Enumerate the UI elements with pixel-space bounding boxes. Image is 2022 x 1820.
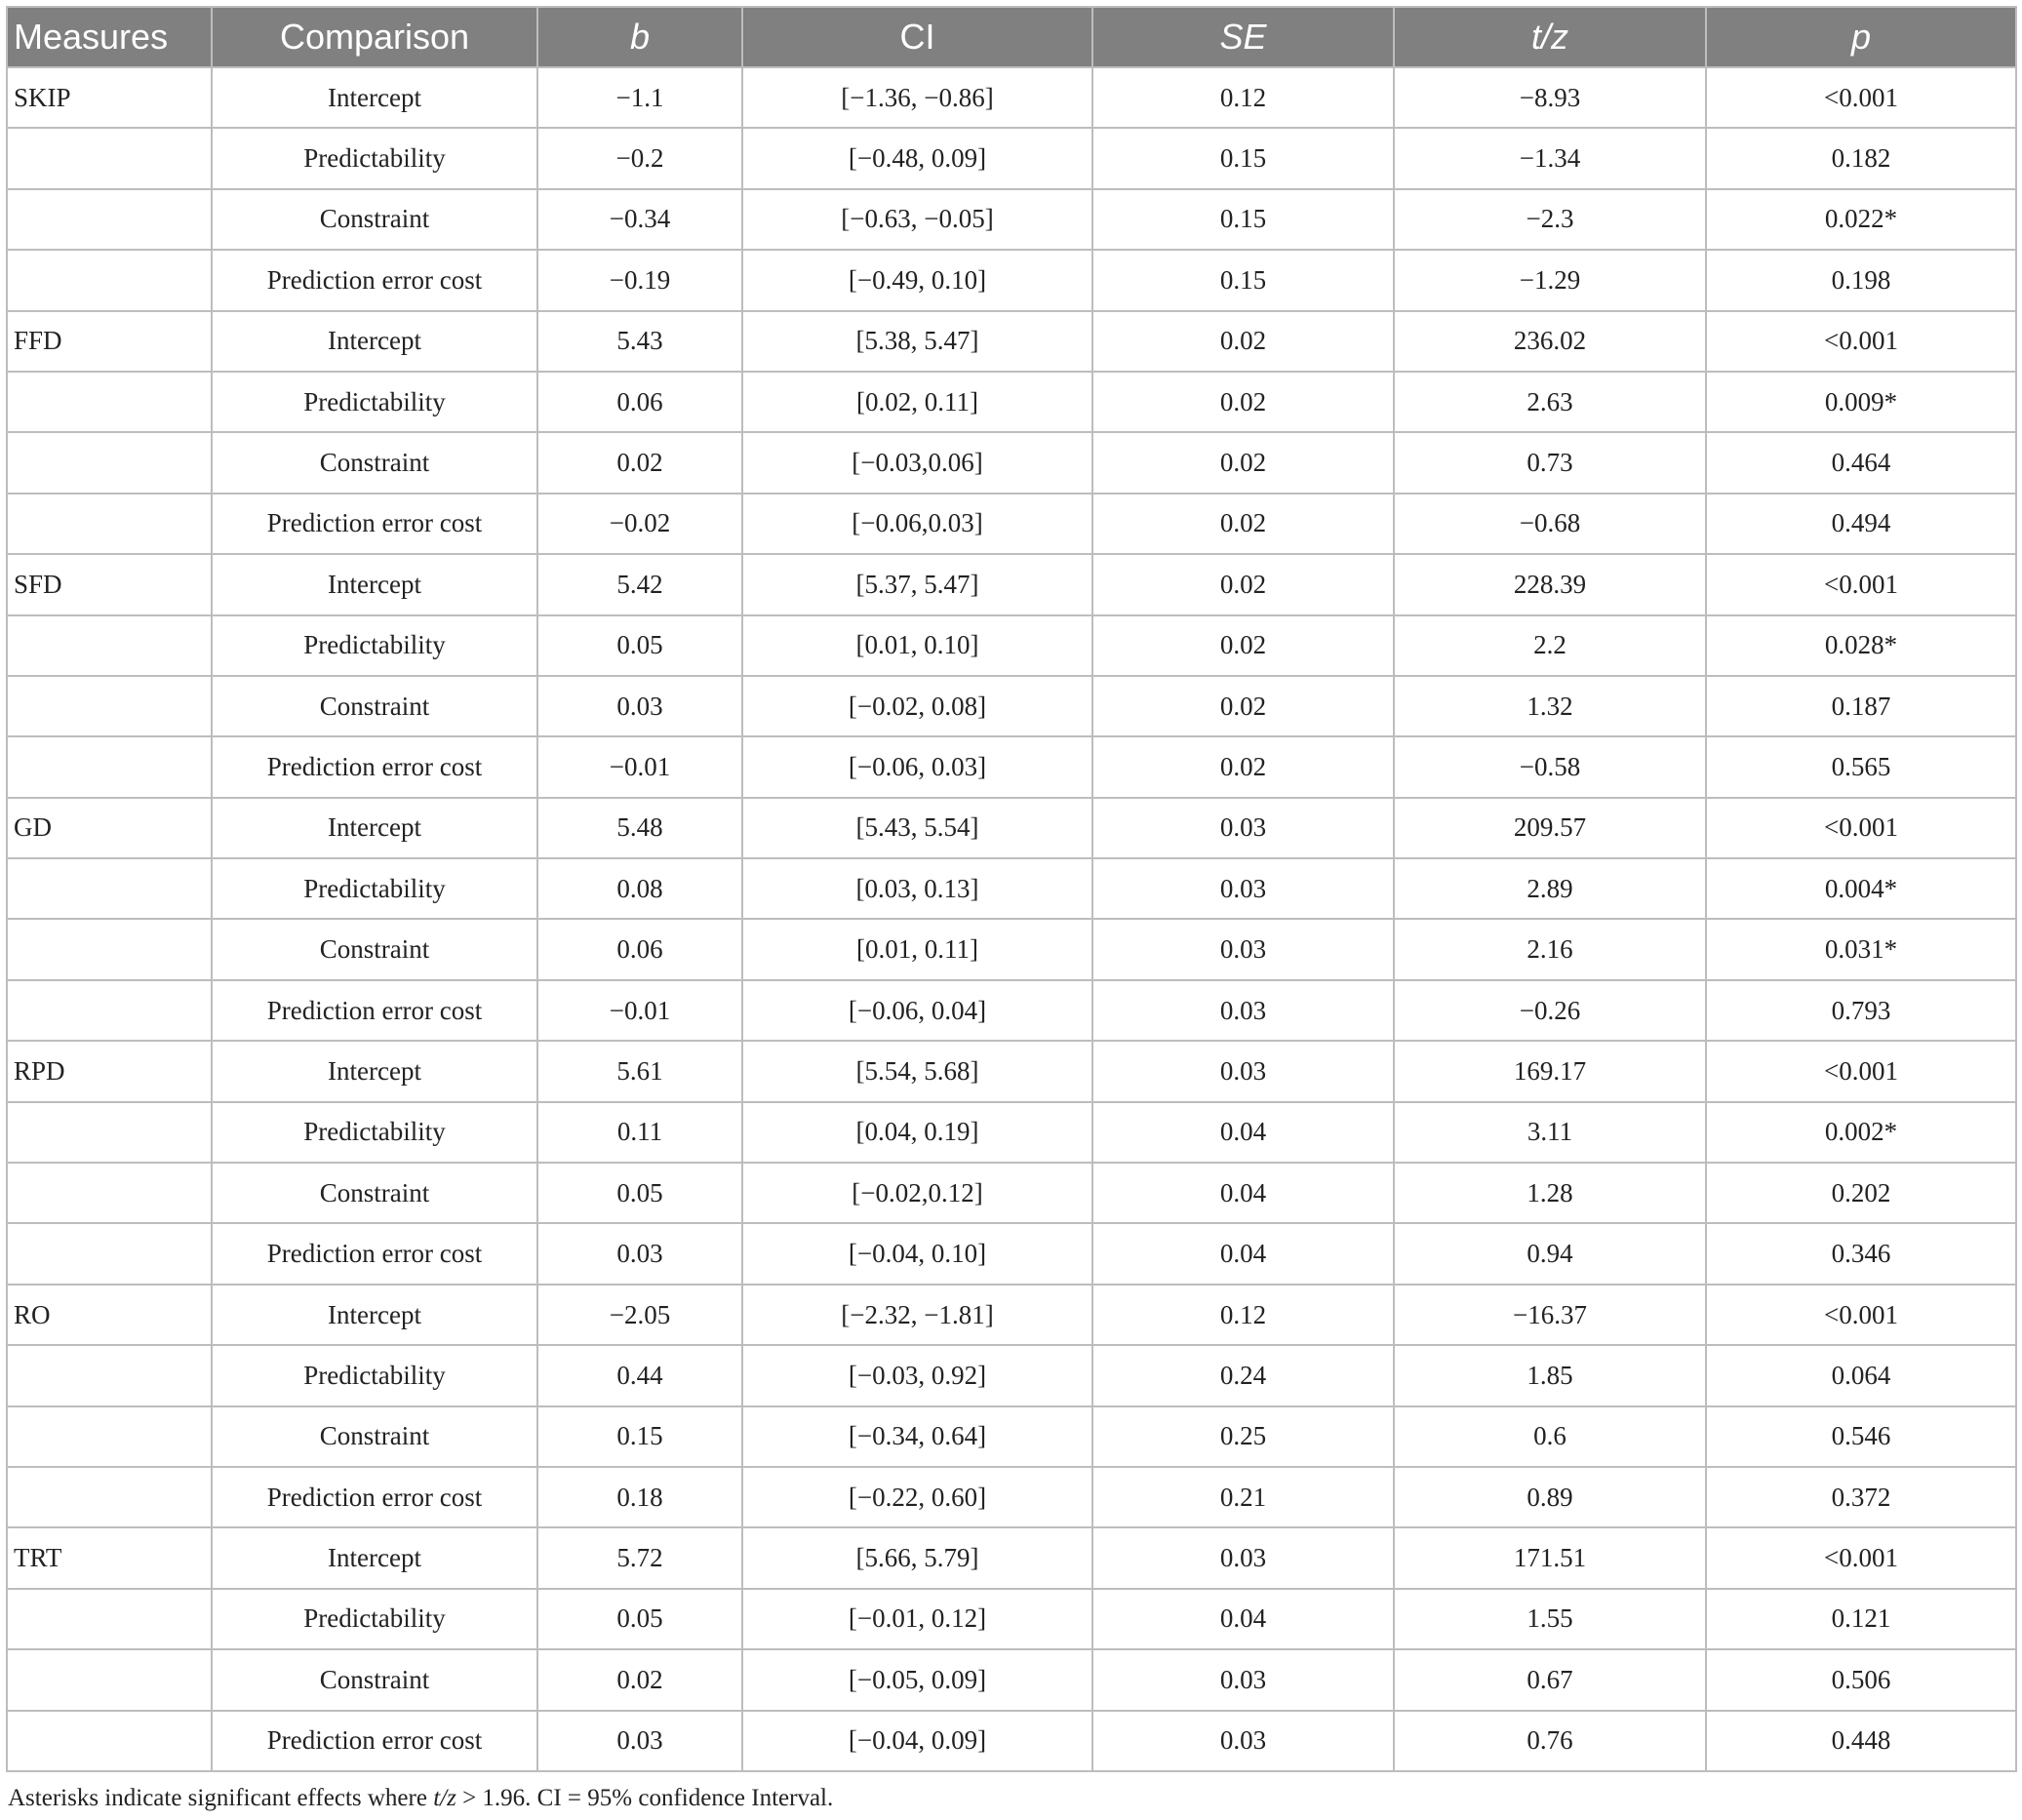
cell-comparison: Constraint	[212, 1163, 537, 1223]
cell-se: 0.15	[1092, 250, 1394, 310]
cell-se: 0.02	[1092, 736, 1394, 797]
table-row	[7, 1406, 2016, 1467]
cell-se: 0.02	[1092, 554, 1394, 614]
table-row	[7, 858, 2016, 919]
cell-b: 0.05	[537, 615, 742, 676]
cell-comparison: Intercept	[212, 554, 537, 614]
cell-se: 0.02	[1092, 311, 1394, 372]
cell-measure	[7, 1163, 212, 1223]
cell-b: −0.01	[537, 980, 742, 1041]
cell-ci: [0.04, 0.19]	[742, 1102, 1092, 1163]
cell-tz: 3.11	[1394, 1102, 1706, 1163]
cell-p: 0.565	[1706, 736, 2016, 797]
table-row	[7, 1345, 2016, 1405]
cell-measure: RO	[7, 1285, 212, 1345]
cell-ci: [0.03, 0.13]	[742, 858, 1092, 919]
table-header	[7, 7, 2016, 67]
cell-comparison: Prediction error cost	[212, 250, 537, 310]
cell-ci: [−0.03,0.06]	[742, 432, 1092, 493]
cell-p: <0.001	[1706, 1527, 2016, 1588]
cell-ci: [−2.32, −1.81]	[742, 1285, 1092, 1345]
cell-tz: −8.93	[1394, 67, 1706, 128]
cell-p: 0.022*	[1706, 189, 2016, 250]
cell-measure	[7, 1406, 212, 1467]
cell-measure: SKIP	[7, 67, 212, 128]
cell-b: −1.1	[537, 67, 742, 128]
cell-p: <0.001	[1706, 1041, 2016, 1101]
cell-tz: 2.63	[1394, 372, 1706, 432]
cell-measure	[7, 1649, 212, 1710]
header-p: p	[1706, 7, 2016, 67]
cell-se: 0.24	[1092, 1345, 1394, 1405]
cell-b: 0.02	[537, 432, 742, 493]
cell-se: 0.03	[1092, 980, 1394, 1041]
table-row	[7, 980, 2016, 1041]
cell-ci: [5.38, 5.47]	[742, 311, 1092, 372]
header-se: SE	[1092, 7, 1394, 67]
table-row	[7, 554, 2016, 614]
table-row	[7, 1041, 2016, 1101]
cell-measure	[7, 858, 212, 919]
table-row	[7, 494, 2016, 554]
cell-p: <0.001	[1706, 798, 2016, 858]
cell-comparison: Predictability	[212, 1345, 537, 1405]
cell-tz: 2.2	[1394, 615, 1706, 676]
cell-ci: [−0.22, 0.60]	[742, 1467, 1092, 1527]
cell-tz: 1.28	[1394, 1163, 1706, 1223]
cell-tz: 0.89	[1394, 1467, 1706, 1527]
cell-comparison: Prediction error cost	[212, 980, 537, 1041]
footnote-tz: t/z	[433, 1785, 456, 1811]
cell-se: 0.04	[1092, 1223, 1394, 1284]
cell-ci: [−0.34, 0.64]	[742, 1406, 1092, 1467]
table-row	[7, 1102, 2016, 1163]
cell-comparison: Predictability	[212, 128, 537, 188]
cell-ci: [−0.03, 0.92]	[742, 1345, 1092, 1405]
header-measures: Measures	[7, 7, 212, 67]
cell-b: −0.02	[537, 494, 742, 554]
cell-comparison: Constraint	[212, 1406, 537, 1467]
cell-measure: TRT	[7, 1527, 212, 1588]
cell-b: −0.34	[537, 189, 742, 250]
cell-b: −0.19	[537, 250, 742, 310]
cell-p: 0.793	[1706, 980, 2016, 1041]
cell-measure	[7, 615, 212, 676]
cell-b: 0.06	[537, 372, 742, 432]
header-comparison: Comparison	[212, 7, 537, 67]
cell-b: 0.06	[537, 919, 742, 979]
cell-se: 0.03	[1092, 1041, 1394, 1101]
cell-se: 0.21	[1092, 1467, 1394, 1527]
cell-measure: SFD	[7, 554, 212, 614]
cell-comparison: Constraint	[212, 676, 537, 736]
cell-b: 0.05	[537, 1163, 742, 1223]
cell-ci: [−0.02, 0.08]	[742, 676, 1092, 736]
cell-comparison: Constraint	[212, 432, 537, 493]
cell-comparison: Prediction error cost	[212, 1711, 537, 1771]
cell-measure	[7, 250, 212, 310]
cell-tz: 209.57	[1394, 798, 1706, 858]
cell-comparison: Prediction error cost	[212, 494, 537, 554]
cell-ci: [−0.02,0.12]	[742, 1163, 1092, 1223]
cell-comparison: Prediction error cost	[212, 1223, 537, 1284]
cell-measure: GD	[7, 798, 212, 858]
cell-se: 0.02	[1092, 615, 1394, 676]
cell-comparison: Predictability	[212, 1589, 537, 1649]
cell-measure	[7, 494, 212, 554]
cell-ci: [0.02, 0.11]	[742, 372, 1092, 432]
cell-b: 0.02	[537, 1649, 742, 1710]
table-row	[7, 67, 2016, 128]
table-row	[7, 1223, 2016, 1284]
cell-se: 0.03	[1092, 1649, 1394, 1710]
cell-p: 0.494	[1706, 494, 2016, 554]
cell-comparison: Predictability	[212, 372, 537, 432]
cell-tz: 1.32	[1394, 676, 1706, 736]
table-row	[7, 372, 2016, 432]
cell-ci: [−0.06, 0.04]	[742, 980, 1092, 1041]
cell-tz: 1.85	[1394, 1345, 1706, 1405]
cell-measure	[7, 1345, 212, 1405]
cell-ci: [−0.49, 0.10]	[742, 250, 1092, 310]
cell-ci: [−0.06,0.03]	[742, 494, 1092, 554]
cell-b: 5.43	[537, 311, 742, 372]
cell-measure	[7, 372, 212, 432]
cell-se: 0.15	[1092, 189, 1394, 250]
cell-ci: [5.37, 5.47]	[742, 554, 1092, 614]
cell-ci: [−0.06, 0.03]	[742, 736, 1092, 797]
cell-se: 0.03	[1092, 858, 1394, 919]
cell-measure	[7, 919, 212, 979]
cell-tz: −1.34	[1394, 128, 1706, 188]
table-row	[7, 1163, 2016, 1223]
cell-b: 5.72	[537, 1527, 742, 1588]
table-row	[7, 1285, 2016, 1345]
cell-ci: [5.54, 5.68]	[742, 1041, 1092, 1101]
cell-tz: 236.02	[1394, 311, 1706, 372]
cell-tz: −2.3	[1394, 189, 1706, 250]
cell-measure	[7, 1589, 212, 1649]
table-row	[7, 798, 2016, 858]
header-ci: CI	[742, 7, 1092, 67]
cell-p: 0.002*	[1706, 1102, 2016, 1163]
cell-b: 0.03	[537, 1711, 742, 1771]
cell-comparison: Intercept	[212, 1527, 537, 1588]
cell-tz: −0.58	[1394, 736, 1706, 797]
table-row	[7, 676, 2016, 736]
cell-comparison: Constraint	[212, 919, 537, 979]
cell-measure	[7, 1711, 212, 1771]
cell-tz: 0.67	[1394, 1649, 1706, 1710]
table-row	[7, 1589, 2016, 1649]
cell-ci: [−0.04, 0.09]	[742, 1711, 1092, 1771]
cell-p: 0.202	[1706, 1163, 2016, 1223]
cell-ci: [−0.48, 0.09]	[742, 128, 1092, 188]
cell-tz: 2.89	[1394, 858, 1706, 919]
cell-p: 0.064	[1706, 1345, 2016, 1405]
cell-b: 0.11	[537, 1102, 742, 1163]
cell-se: 0.04	[1092, 1102, 1394, 1163]
table-body	[7, 67, 2016, 1771]
cell-p: 0.187	[1706, 676, 2016, 736]
cell-comparison: Constraint	[212, 189, 537, 250]
cell-se: 0.02	[1092, 676, 1394, 736]
cell-p: 0.448	[1706, 1711, 2016, 1771]
cell-p: 0.546	[1706, 1406, 2016, 1467]
cell-tz: 0.76	[1394, 1711, 1706, 1771]
cell-b: 5.42	[537, 554, 742, 614]
cell-se: 0.12	[1092, 67, 1394, 128]
cell-tz: −0.68	[1394, 494, 1706, 554]
table-footnote	[8, 1785, 833, 1812]
cell-b: 5.48	[537, 798, 742, 858]
cell-p: 0.182	[1706, 128, 2016, 188]
cell-measure	[7, 736, 212, 797]
cell-b: 0.03	[537, 676, 742, 736]
cell-p: <0.001	[1706, 1285, 2016, 1345]
header-row	[7, 7, 2016, 67]
header-b: b	[537, 7, 742, 67]
cell-se: 0.03	[1092, 1527, 1394, 1588]
table-row	[7, 1527, 2016, 1588]
cell-p: 0.464	[1706, 432, 2016, 493]
results-table	[6, 6, 2017, 1772]
cell-ci: [0.01, 0.11]	[742, 919, 1092, 979]
cell-p: 0.031*	[1706, 919, 2016, 979]
cell-ci: [5.66, 5.79]	[742, 1527, 1092, 1588]
cell-measure	[7, 128, 212, 188]
table-row	[7, 736, 2016, 797]
cell-b: 0.03	[537, 1223, 742, 1284]
cell-tz: 169.17	[1394, 1041, 1706, 1101]
cell-p: 0.121	[1706, 1589, 2016, 1649]
cell-measure	[7, 432, 212, 493]
cell-comparison: Predictability	[212, 858, 537, 919]
cell-comparison: Intercept	[212, 67, 537, 128]
cell-p: 0.198	[1706, 250, 2016, 310]
cell-measure	[7, 1223, 212, 1284]
cell-b: 5.61	[537, 1041, 742, 1101]
cell-measure: RPD	[7, 1041, 212, 1101]
table-row	[7, 919, 2016, 979]
cell-comparison: Intercept	[212, 311, 537, 372]
cell-ci: [−0.63, −0.05]	[742, 189, 1092, 250]
footnote-text-2: > 1.96. CI = 95% confidence Interval.	[456, 1785, 834, 1811]
cell-se: 0.12	[1092, 1285, 1394, 1345]
cell-ci: [−0.05, 0.09]	[742, 1649, 1092, 1710]
cell-se: 0.02	[1092, 372, 1394, 432]
cell-ci: [−0.04, 0.10]	[742, 1223, 1092, 1284]
cell-p: <0.001	[1706, 311, 2016, 372]
cell-measure	[7, 980, 212, 1041]
cell-tz: 1.55	[1394, 1589, 1706, 1649]
cell-b: −0.2	[537, 128, 742, 188]
cell-b: 0.15	[537, 1406, 742, 1467]
header-tz: t/z	[1394, 7, 1706, 67]
cell-p: 0.028*	[1706, 615, 2016, 676]
cell-tz: 0.6	[1394, 1406, 1706, 1467]
cell-p: <0.001	[1706, 67, 2016, 128]
table-row	[7, 615, 2016, 676]
cell-measure	[7, 1467, 212, 1527]
cell-p: 0.372	[1706, 1467, 2016, 1527]
cell-p: 0.009*	[1706, 372, 2016, 432]
cell-comparison: Prediction error cost	[212, 736, 537, 797]
cell-measure: FFD	[7, 311, 212, 372]
cell-se: 0.04	[1092, 1589, 1394, 1649]
cell-ci: [5.43, 5.54]	[742, 798, 1092, 858]
cell-ci: [0.01, 0.10]	[742, 615, 1092, 676]
cell-se: 0.03	[1092, 1711, 1394, 1771]
cell-p: 0.346	[1706, 1223, 2016, 1284]
cell-p: <0.001	[1706, 554, 2016, 614]
cell-comparison: Prediction error cost	[212, 1467, 537, 1527]
table-row	[7, 1711, 2016, 1771]
cell-se: 0.03	[1092, 919, 1394, 979]
cell-tz: 2.16	[1394, 919, 1706, 979]
table-row	[7, 189, 2016, 250]
results-table-container	[6, 6, 2015, 1772]
cell-comparison: Intercept	[212, 798, 537, 858]
cell-tz: −16.37	[1394, 1285, 1706, 1345]
cell-p: 0.004*	[1706, 858, 2016, 919]
cell-tz: −0.26	[1394, 980, 1706, 1041]
footnote-text-1: Asterisks indicate significant effects where	[8, 1785, 434, 1811]
cell-measure	[7, 676, 212, 736]
cell-se: 0.03	[1092, 798, 1394, 858]
table-row	[7, 250, 2016, 310]
cell-tz: −1.29	[1394, 250, 1706, 310]
cell-se: 0.02	[1092, 494, 1394, 554]
cell-b: −2.05	[537, 1285, 742, 1345]
cell-b: 0.44	[537, 1345, 742, 1405]
cell-se: 0.02	[1092, 432, 1394, 493]
table-row	[7, 432, 2016, 493]
table-row	[7, 311, 2016, 372]
cell-se: 0.15	[1092, 128, 1394, 188]
cell-ci: [−0.01, 0.12]	[742, 1589, 1092, 1649]
cell-comparison: Intercept	[212, 1041, 537, 1101]
cell-p: 0.506	[1706, 1649, 2016, 1710]
cell-b: 0.08	[537, 858, 742, 919]
cell-measure	[7, 189, 212, 250]
cell-b: 0.18	[537, 1467, 742, 1527]
cell-se: 0.25	[1092, 1406, 1394, 1467]
cell-tz: 0.94	[1394, 1223, 1706, 1284]
cell-b: −0.01	[537, 736, 742, 797]
cell-measure	[7, 1102, 212, 1163]
cell-ci: [−1.36, −0.86]	[742, 67, 1092, 128]
cell-b: 0.05	[537, 1589, 742, 1649]
cell-tz: 171.51	[1394, 1527, 1706, 1588]
table-row	[7, 1649, 2016, 1710]
cell-comparison: Intercept	[212, 1285, 537, 1345]
cell-comparison: Predictability	[212, 1102, 537, 1163]
table-row	[7, 128, 2016, 188]
cell-se: 0.04	[1092, 1163, 1394, 1223]
cell-comparison: Predictability	[212, 615, 537, 676]
cell-tz: 0.73	[1394, 432, 1706, 493]
cell-tz: 228.39	[1394, 554, 1706, 614]
table-row	[7, 1467, 2016, 1527]
cell-comparison: Constraint	[212, 1649, 537, 1710]
